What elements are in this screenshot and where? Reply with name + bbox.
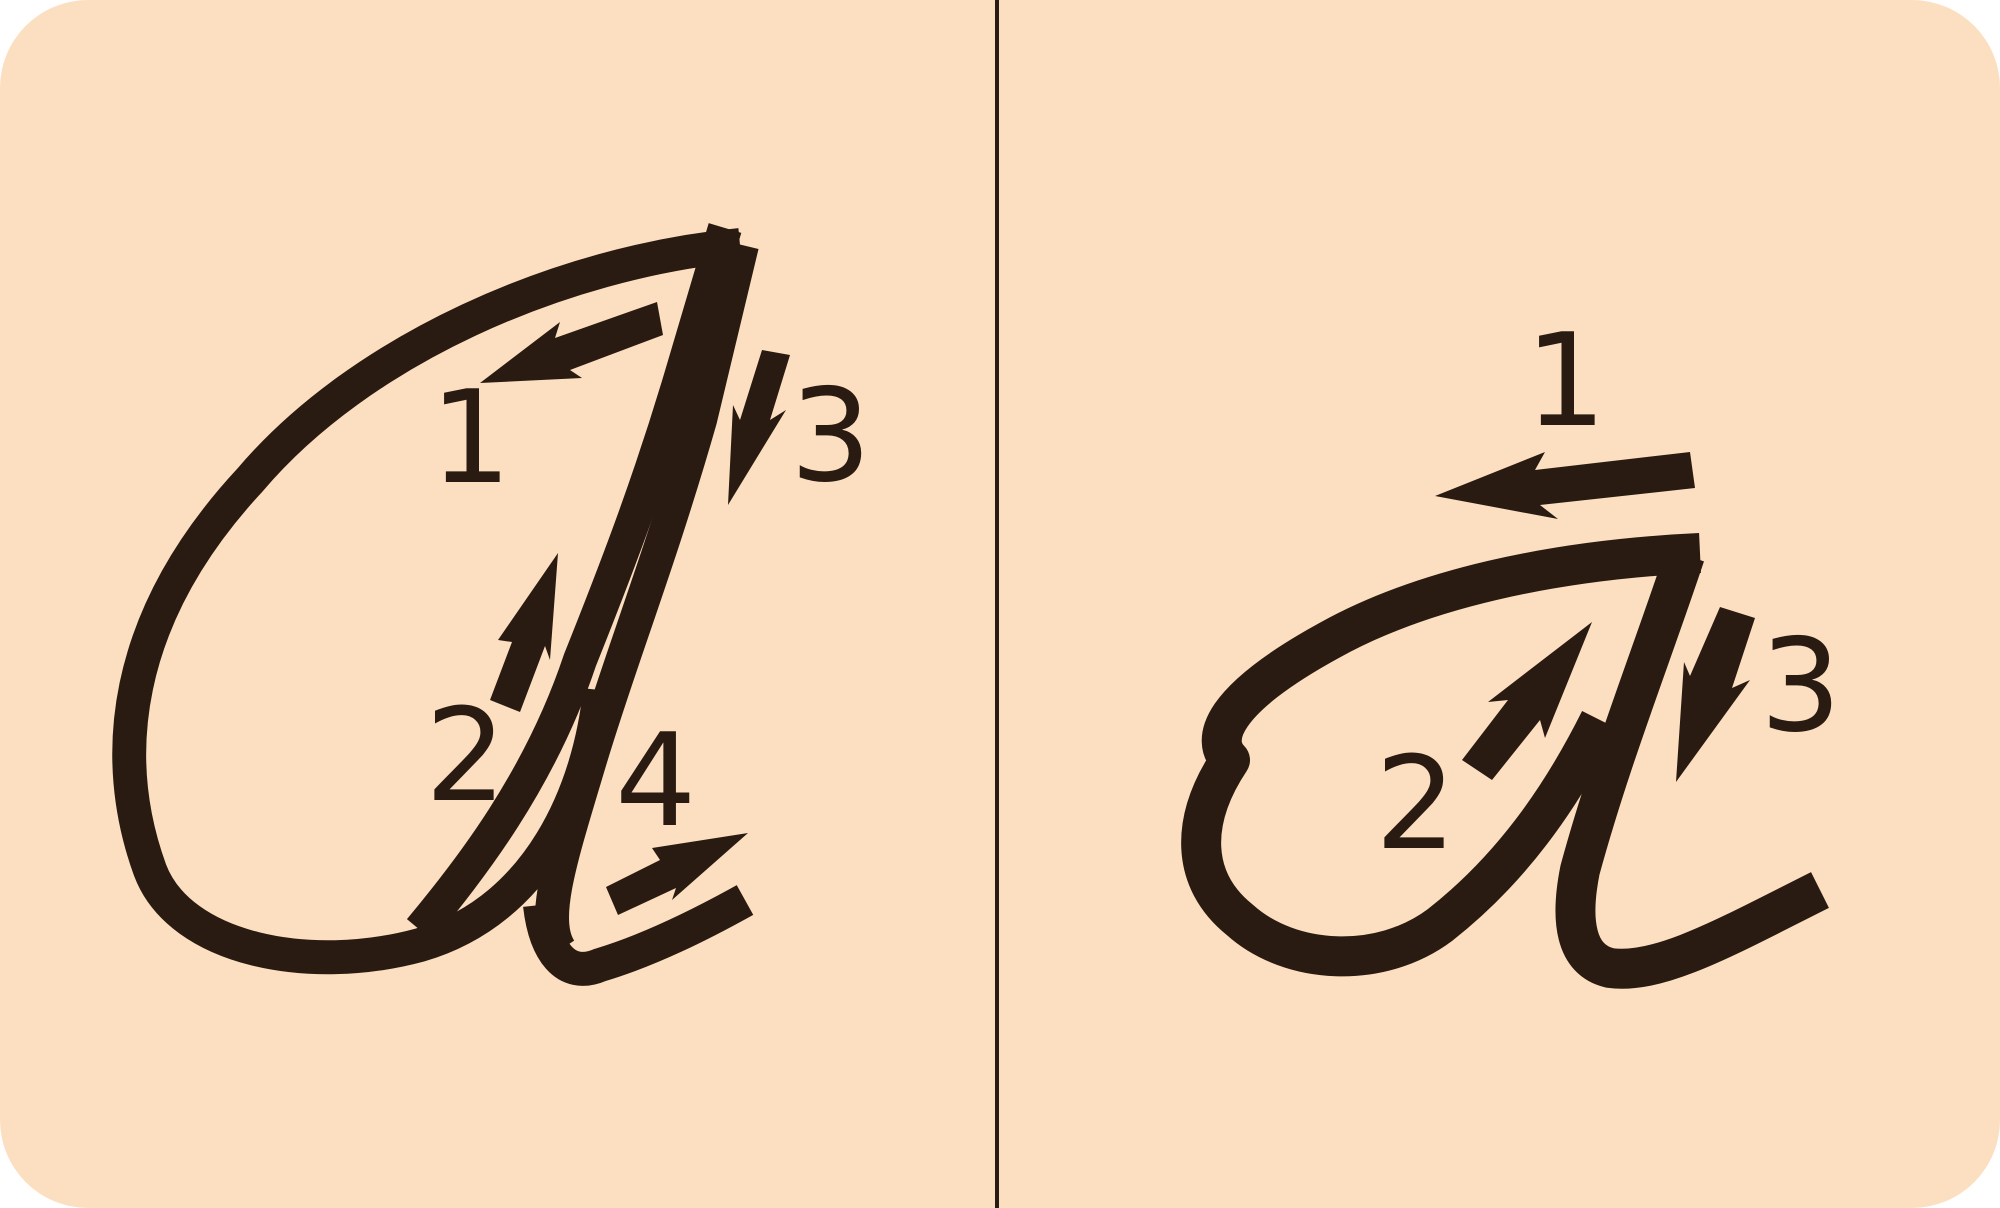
step-label-left-4: 4 [615, 707, 697, 856]
arrow-step-3 [728, 350, 790, 505]
step-label-right-3: 3 [1760, 612, 1842, 761]
step-label-right-1: 1 [1525, 307, 1607, 456]
arrow-step-1 [1435, 452, 1695, 519]
step-label-left-2: 2 [425, 682, 507, 831]
step-label-left-3: 3 [790, 362, 872, 511]
step-label-right-2: 2 [1375, 730, 1457, 879]
arrow-step-3 [1676, 607, 1755, 782]
right-panel [1201, 307, 1841, 969]
step-label-left-1: 1 [430, 364, 512, 513]
left-panel [129, 228, 871, 969]
